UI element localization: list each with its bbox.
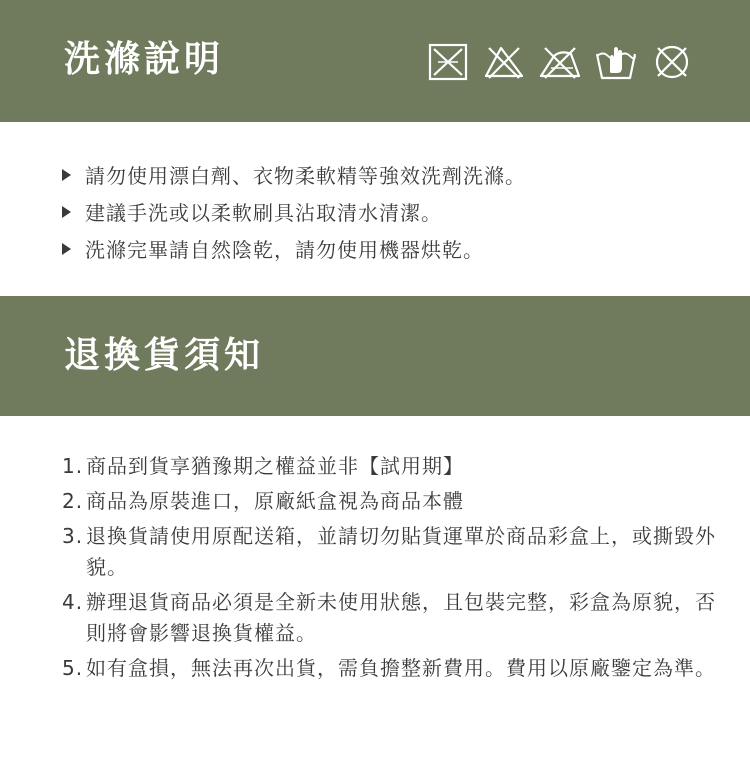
list-item [62,653,722,684]
return-item-text: 退換貨請使用原配送箱，並請切勿貼貨運單於商品彩盒上，或撕毀外貌。 [86,524,716,579]
list-item [62,521,722,583]
list-item [62,230,526,267]
item-number: 2. [62,489,84,513]
no-iron-icon [481,42,527,82]
no-tumble-dry-icon [537,42,583,82]
return-policy-list [62,451,722,688]
list-item [62,451,722,482]
list-item [62,587,722,649]
wash-instructions-title: 洗滌說明 [64,39,225,80]
item-number: 1. [62,454,84,478]
return-item-text: 商品到貨享猶豫期之權益並非【試用期】 [86,454,464,478]
hand-wash-icon [593,42,639,82]
no-bleach-icon [425,42,471,82]
care-icons [425,42,695,82]
item-number: 5. [62,656,84,680]
return-item-text: 辦理退貨商品必須是全新未使用狀態，且包裝完整，彩盒為原貌，否則將會影響退換貨權益。 [86,590,716,645]
wash-instructions-list [62,156,526,267]
item-number: 4. [62,590,84,614]
triangle-bullet-icon [62,243,71,255]
list-item [62,156,526,193]
return-item-text: 如有盒損，無法再次出貨，需負擔整新費用。費用以原廠鑒定為準。 [86,656,716,680]
wash-item-text: 請勿使用漂白劑、衣物柔軟精等強效洗劑洗滌。 [85,164,526,188]
return-policy-banner [0,296,750,416]
list-item [62,193,526,230]
triangle-bullet-icon [62,206,71,218]
no-dry-clean-icon [649,42,695,82]
wash-item-text: 洗滌完畢請自然陰乾，請勿使用機器烘乾。 [85,238,484,262]
wash-item-text: 建議手洗或以柔軟刷具沾取清水清潔。 [85,201,442,225]
return-item-text: 商品為原裝進口，原廠紙盒視為商品本體 [86,489,464,513]
list-item [62,486,722,517]
wash-instructions-banner [0,0,750,122]
triangle-bullet-icon [62,169,71,181]
item-number: 3. [62,524,84,548]
return-policy-title: 退換貨須知 [64,335,265,376]
